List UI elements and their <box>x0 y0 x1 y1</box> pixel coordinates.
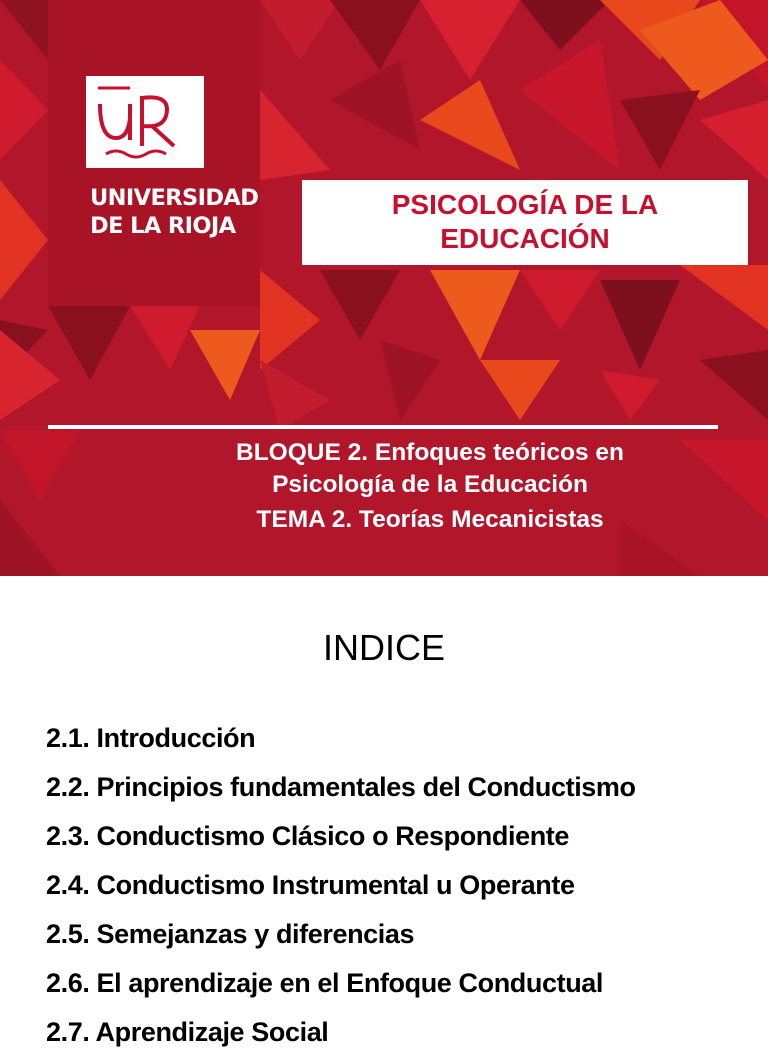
index-item: 2.6. El aprendizaje en el Enfoque Conductual <box>46 968 604 998</box>
block-line-2: Psicología de la Educación <box>272 471 588 498</box>
index-item: 2.3. Conductismo Clásico o Respondiente <box>46 821 569 851</box>
course-title-box <box>302 180 748 265</box>
university-name <box>90 184 290 240</box>
index-item: 2.4. Conductismo Instrumental u Operante <box>46 870 575 900</box>
university-name-line-2: DE LA RIOJA <box>90 213 236 239</box>
course-title-line-2: EDUCACIÓN <box>440 223 610 254</box>
university-logo <box>86 76 204 168</box>
divider-line <box>48 425 718 429</box>
index-item: 2.1. Introducción <box>46 723 256 753</box>
university-name-line-1: UNIVERSIDAD <box>90 185 259 211</box>
block-line-1: BLOQUE 2. Enfoques teóricos en <box>236 439 624 466</box>
index-item: 2.2. Principios fundamentales del Conductismo <box>46 772 636 802</box>
index-item: 2.5. Semejanzas y diferencias <box>46 919 415 949</box>
course-title <box>302 188 748 256</box>
index-heading: INDICE <box>322 627 445 668</box>
index-list <box>46 714 636 1057</box>
topic-line: TEMA 2. Teorías Mecanicistas <box>256 506 604 533</box>
index-item: 2.7. Aprendizaje Social <box>46 1017 329 1047</box>
course-title-line-1: PSICOLOGÍA DE LA <box>391 189 659 220</box>
unit-subtitle <box>130 437 730 536</box>
